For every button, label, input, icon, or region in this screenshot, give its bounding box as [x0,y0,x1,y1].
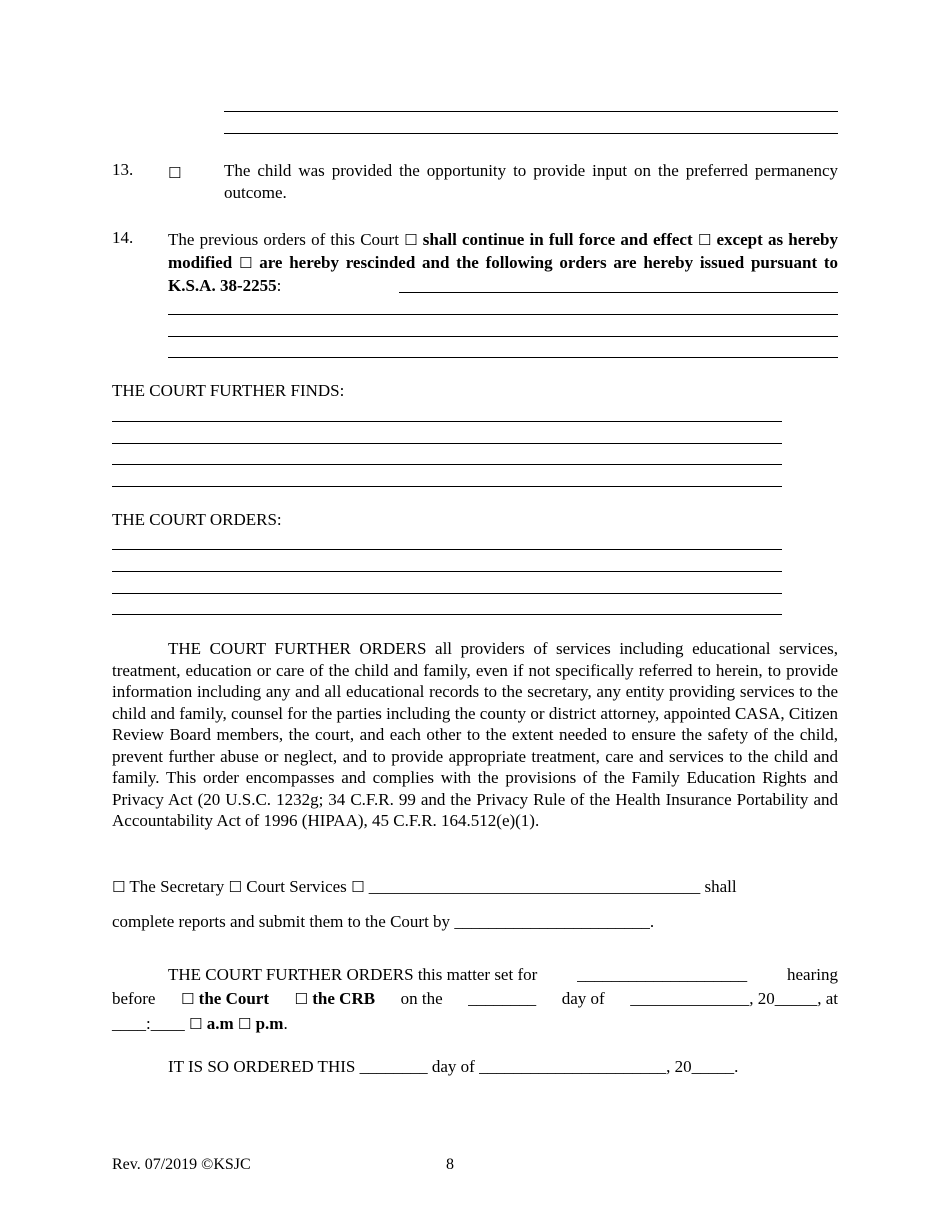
blank-line[interactable] [168,357,838,358]
blank-line[interactable] [399,292,838,293]
option-rescinded-label: are hereby rescinded and the following orders are hereby issued pursuant to K.S.A. 38-2255 [168,253,839,295]
footer-page-number: 8 [446,1156,454,1173]
reports-due-blank[interactable]: _______________________ [454,912,650,931]
further-orders-paragraph: THE COURT FURTHER ORDERS all providers of services including educational services, treatment, education or care of the child and family, even if not specifically referred to herein, to provide information including any and all educational records to the secretary, any entity providing services to the child and family, counsel for the parties including the county or district attorney, appointed CASA, Citizen Review Board members, the court, and each other to the extent needed to ensure the safety of the child, prevent further abuse or neglect, and to provide appropriate treatment, care and services to the child and family. This order encompasses and complies with the provisions of the Family Education Rights and Privacy Act (20 U.S.C. 1232g; 34 C.F.R. 99 and the Privacy Rule of the Health Insurance Portability and Accountability Act of 1996 (HIPAA), 45 C.F.R. 164.512(e)(1). [112,639,838,830]
year-prefix: , 20 [749,989,775,1008]
option-court-services-label: Court Services [246,877,347,896]
checkbox-rescinded[interactable]: ☐ [238,254,253,272]
pm-label: p.m [255,1014,284,1033]
colon: : [146,1014,151,1033]
checkbox-pm[interactable]: ☐ [237,1015,252,1033]
other-blank[interactable]: _______________________________________ [368,877,701,896]
option-modified-label: except as hereby modified [168,230,838,272]
reports-line-2 [112,912,654,932]
checkbox-secretary[interactable]: ☐ [112,878,126,896]
on-the-label: on the [400,989,443,1008]
blank-line[interactable] [112,614,782,615]
item-13-text: The child was provided the opportunity to provide input on the preferred permanency outcome. [224,161,838,202]
colon: : [276,276,282,295]
option-secretary-label: The Secretary [129,877,225,896]
blank-line[interactable] [112,486,782,487]
checkbox-the-crb[interactable]: ☐ [294,990,308,1008]
hearing-type-blank[interactable]: ____________________ [577,965,748,984]
so-ordered-day-blank[interactable]: ________ [359,1057,428,1076]
blank-line[interactable] [112,464,782,465]
blank-line[interactable] [112,571,782,572]
at-label: , at [817,989,838,1008]
item-14-number: 14. [112,228,134,247]
checkbox-court-services[interactable]: ☐ [228,878,242,896]
checkbox-other[interactable]: ☐ [351,878,365,896]
blank-line[interactable] [224,111,838,112]
blank-line[interactable] [112,593,782,594]
year-prefix: , 20 [666,1057,692,1076]
hearing-line-2 [112,989,838,1009]
blank-line[interactable] [224,133,838,134]
option-the-court-label: the Court [198,989,270,1008]
shall-label: shall [704,877,737,896]
hearing-day-blank[interactable]: ________ [468,989,537,1008]
blank-line[interactable] [112,421,782,422]
findings-heading: THE COURT FURTHER FINDS: [112,381,345,400]
before-label: before [112,989,156,1008]
item-14-text [168,228,838,297]
so-ordered-line [168,1057,738,1077]
hearing-year-blank[interactable]: _____ [774,989,818,1008]
day-of-label: day of [561,989,605,1008]
hearing-line-3 [112,1014,288,1034]
orders-heading: THE COURT ORDERS: [112,510,282,529]
minute-blank[interactable]: ____ [150,1014,185,1033]
checkbox-the-court[interactable]: ☐ [180,990,195,1008]
footer-revision: Rev. 07/2019 ©KSJC [112,1156,251,1173]
blank-line[interactable] [112,549,782,550]
checkbox-modified[interactable]: ☐ [697,231,712,249]
item-14-lead: The previous orders of this Court [168,230,399,249]
item-13-number: 13. [112,160,134,179]
hearing-month-blank[interactable]: ______________ [630,989,750,1008]
period: . [734,1057,739,1076]
blank-line[interactable] [112,443,782,444]
day-of-label: day of [431,1057,475,1076]
so-ordered-month-blank[interactable]: ______________________ [479,1057,667,1076]
option-continue-label: shall continue in full force and effect [422,230,693,249]
reports-due-label: complete reports and submit them to the Court by [112,912,451,931]
checkbox-am[interactable]: ☐ [188,1015,203,1033]
item-13-checkbox[interactable] [168,163,181,183]
checkbox-icon: ☐ [168,164,182,182]
so-ordered-year-blank[interactable]: _____ [691,1057,735,1076]
hearing-word: hearing [787,965,838,984]
so-ordered-text: IT IS SO ORDERED THIS [168,1057,356,1076]
hour-blank[interactable]: ____ [112,1014,146,1033]
am-label: a.m [206,1014,234,1033]
period: . [283,1014,288,1033]
hearing-line-1 [168,965,838,985]
period: . [649,912,655,931]
option-the-crb-label: the CRB [312,989,376,1008]
blank-line[interactable] [168,314,838,315]
reports-line-1 [112,877,737,897]
checkbox-continue[interactable]: ☐ [404,231,418,249]
blank-line[interactable] [168,336,838,337]
hearing-text: THE COURT FURTHER ORDERS this matter set for [168,965,538,984]
